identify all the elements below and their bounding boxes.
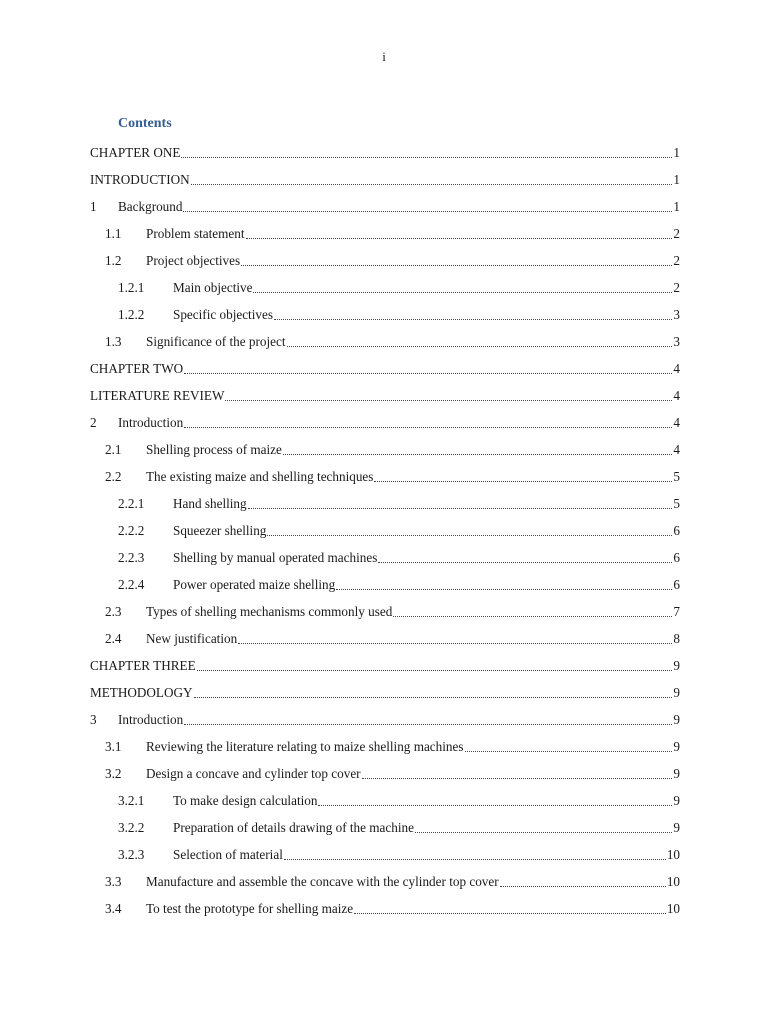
- toc-entry[interactable]: [90, 409, 680, 436]
- toc-dot-leader: [283, 453, 673, 455]
- toc-dot-leader: [184, 723, 672, 725]
- toc-entry-number: 1: [90, 199, 97, 214]
- toc-entry[interactable]: [90, 733, 680, 760]
- toc-dot-leader: [362, 777, 673, 779]
- toc-entry[interactable]: [90, 463, 680, 490]
- toc-dot-leader: [267, 534, 672, 536]
- toc-dot-leader: [354, 912, 666, 914]
- toc-entry[interactable]: [90, 598, 680, 625]
- toc-entry-page: 9: [673, 685, 680, 700]
- toc-entry-number: 3.2.2: [118, 820, 145, 835]
- toc-entry-title: CHAPTER TWO: [90, 361, 184, 376]
- toc-entry-page: 9: [673, 766, 680, 781]
- toc-entry-page: 10: [666, 874, 680, 889]
- toc-entry-title: Reviewing the literature relating to maize shelling machines: [146, 739, 464, 754]
- toc-entry-title: To test the prototype for shelling maize: [146, 901, 354, 916]
- toc-entry-title: New justification: [146, 631, 238, 646]
- toc-dot-leader: [253, 291, 672, 293]
- page-number: i: [382, 49, 386, 64]
- toc-entry-number: 1.3: [105, 334, 122, 349]
- toc-entry[interactable]: [90, 868, 680, 895]
- toc-entry[interactable]: [90, 571, 680, 598]
- toc-entry-title: Squeezer shelling: [173, 523, 267, 538]
- toc-dot-leader: [284, 858, 666, 860]
- toc-entry-page: 10: [666, 901, 680, 916]
- toc-entry-number: 1.2.1: [118, 280, 145, 295]
- toc-entry-number: 3.3: [105, 874, 122, 889]
- toc-dot-leader: [465, 750, 673, 752]
- toc-entry-page: 9: [673, 658, 680, 673]
- toc-entry-title: Background: [118, 199, 183, 214]
- toc-dot-leader: [274, 318, 672, 320]
- toc-entry-page: 5: [673, 469, 680, 484]
- toc-entry-title: Power operated maize shelling: [173, 577, 336, 592]
- toc-entry-title: Hand shelling: [173, 496, 247, 511]
- toc-entry-title: To make design calculation: [173, 793, 318, 808]
- toc-entry-number: 2.2.4: [118, 577, 145, 592]
- toc-entry-title: Manufacture and assemble the concave with the cylinder top cover: [146, 874, 499, 889]
- toc-entry-number: 3.4: [105, 901, 122, 916]
- toc-entry[interactable]: [90, 166, 680, 193]
- toc-dot-leader: [194, 696, 673, 698]
- toc-entry-number: 1.2: [105, 253, 122, 268]
- toc-entry-page: 4: [673, 415, 680, 430]
- toc-dot-leader: [191, 183, 673, 185]
- toc-dot-leader: [248, 507, 673, 509]
- toc-dot-leader: [336, 588, 672, 590]
- toc-entry-page: 2: [673, 280, 680, 295]
- toc-entry-page: 6: [673, 550, 680, 565]
- toc-dot-leader: [246, 237, 673, 239]
- toc-entry-page: 9: [673, 793, 680, 808]
- toc-entry-title: Introduction: [118, 415, 184, 430]
- toc-entry-page: 3: [673, 334, 680, 349]
- toc-dot-leader: [241, 264, 672, 266]
- toc-entry-page: 2: [673, 253, 680, 268]
- toc-entry-number: 3.1: [105, 739, 122, 754]
- toc-entry-page: 4: [673, 388, 680, 403]
- toc-entry[interactable]: [90, 625, 680, 652]
- toc-entry[interactable]: [90, 517, 680, 544]
- toc-entry-title: CHAPTER THREE: [90, 658, 196, 673]
- toc-entry[interactable]: [90, 706, 680, 733]
- toc-entry[interactable]: [90, 544, 680, 571]
- toc-entry-page: 9: [673, 712, 680, 727]
- toc-entry-page: 7: [673, 604, 680, 619]
- toc-entry-number: 2.1: [105, 442, 122, 457]
- toc-dot-leader: [197, 669, 673, 671]
- toc-entry-title: Shelling process of maize: [146, 442, 282, 457]
- toc-entry-title: METHODOLOGY: [90, 685, 193, 700]
- toc-entry[interactable]: [90, 382, 680, 409]
- toc-entry-title: Preparation of details drawing of the machine: [173, 820, 414, 835]
- toc-entry[interactable]: [90, 787, 680, 814]
- toc-heading: Contents: [118, 116, 172, 131]
- toc-entry[interactable]: [90, 652, 680, 679]
- toc-entry-page: 4: [673, 361, 680, 376]
- toc-dot-leader: [181, 156, 672, 158]
- toc-entry-page: 2: [673, 226, 680, 241]
- toc-dot-leader: [238, 642, 672, 644]
- toc-entry-page: 6: [673, 523, 680, 538]
- toc-dot-leader: [318, 804, 672, 806]
- toc-entry-number: 2.2.3: [118, 550, 145, 565]
- toc-entry-number: 1.1: [105, 226, 122, 241]
- toc-entry-number: 2.4: [105, 631, 122, 646]
- toc-entry-title: INTRODUCTION: [90, 172, 190, 187]
- toc-entry[interactable]: [90, 490, 680, 517]
- toc-entry-title: Selection of material: [173, 847, 283, 862]
- toc-dot-leader: [378, 561, 672, 563]
- toc-entry[interactable]: [90, 895, 680, 922]
- toc-entry[interactable]: [90, 355, 680, 382]
- toc-entry-title: CHAPTER ONE: [90, 145, 181, 160]
- toc-entry-title: Specific objectives: [173, 307, 273, 322]
- toc-entry[interactable]: [90, 328, 680, 355]
- toc-entry-page: 6: [673, 577, 680, 592]
- toc-entry[interactable]: [90, 139, 680, 166]
- toc-dot-leader: [287, 345, 673, 347]
- toc-entry-page: 9: [673, 739, 680, 754]
- toc-dot-leader: [225, 399, 672, 401]
- toc-dot-leader: [184, 372, 672, 374]
- toc-entry-title: Introduction: [118, 712, 184, 727]
- toc-entry-number: 2.2.2: [118, 523, 145, 538]
- toc-entry-number: 2.2: [105, 469, 122, 484]
- toc-dot-leader: [500, 885, 666, 887]
- toc-dot-leader: [374, 480, 672, 482]
- toc-entry[interactable]: [90, 679, 680, 706]
- toc-entry-title: The existing maize and shelling techniques: [146, 469, 374, 484]
- toc-dot-leader: [393, 615, 672, 617]
- toc-entry[interactable]: [90, 274, 680, 301]
- toc-dot-leader: [415, 831, 672, 833]
- toc-entry-number: 3.2.1: [118, 793, 145, 808]
- toc-entry-title: Problem statement: [146, 226, 245, 241]
- toc-entry[interactable]: [90, 193, 680, 220]
- toc-entry-page: 3: [673, 307, 680, 322]
- toc-entry-page: 9: [673, 820, 680, 835]
- toc-entry-page: 1: [673, 199, 680, 214]
- toc-entry-title: Project objectives: [146, 253, 241, 268]
- toc-entry-number: 1.2.2: [118, 307, 145, 322]
- toc-entry-page: 4: [673, 442, 680, 457]
- toc-entry-title: Types of shelling mechanisms commonly used: [146, 604, 393, 619]
- toc-entry-number: 3: [90, 712, 97, 727]
- toc-entry-number: 3.2.3: [118, 847, 145, 862]
- toc-entry[interactable]: [90, 841, 680, 868]
- toc-entry[interactable]: [90, 814, 680, 841]
- toc-entry-page: 8: [673, 631, 680, 646]
- toc-entry[interactable]: [90, 301, 680, 328]
- toc-dot-leader: [183, 210, 672, 212]
- toc-entry-title: Design a concave and cylinder top cover: [146, 766, 361, 781]
- toc-entry-page: 10: [666, 847, 680, 862]
- toc-entry-page: 5: [673, 496, 680, 511]
- toc-entry-page: 1: [673, 145, 680, 160]
- toc-entry-number: 2.2.1: [118, 496, 145, 511]
- table-of-contents: [90, 139, 680, 922]
- toc-entry-title: LITERATURE REVIEW: [90, 388, 225, 403]
- toc-entry-title: Shelling by manual operated machines: [173, 550, 378, 565]
- toc-entry[interactable]: [90, 436, 680, 463]
- toc-entry-number: 2.3: [105, 604, 122, 619]
- toc-entry[interactable]: [90, 220, 680, 247]
- toc-entry[interactable]: [90, 247, 680, 274]
- toc-entry-page: 1: [673, 172, 680, 187]
- toc-dot-leader: [184, 426, 672, 428]
- toc-entry-number: 2: [90, 415, 97, 430]
- toc-entry-title: Significance of the project: [146, 334, 286, 349]
- toc-entry[interactable]: [90, 760, 680, 787]
- toc-entry-title: Main objective: [173, 280, 253, 295]
- toc-entry-number: 3.2: [105, 766, 122, 781]
